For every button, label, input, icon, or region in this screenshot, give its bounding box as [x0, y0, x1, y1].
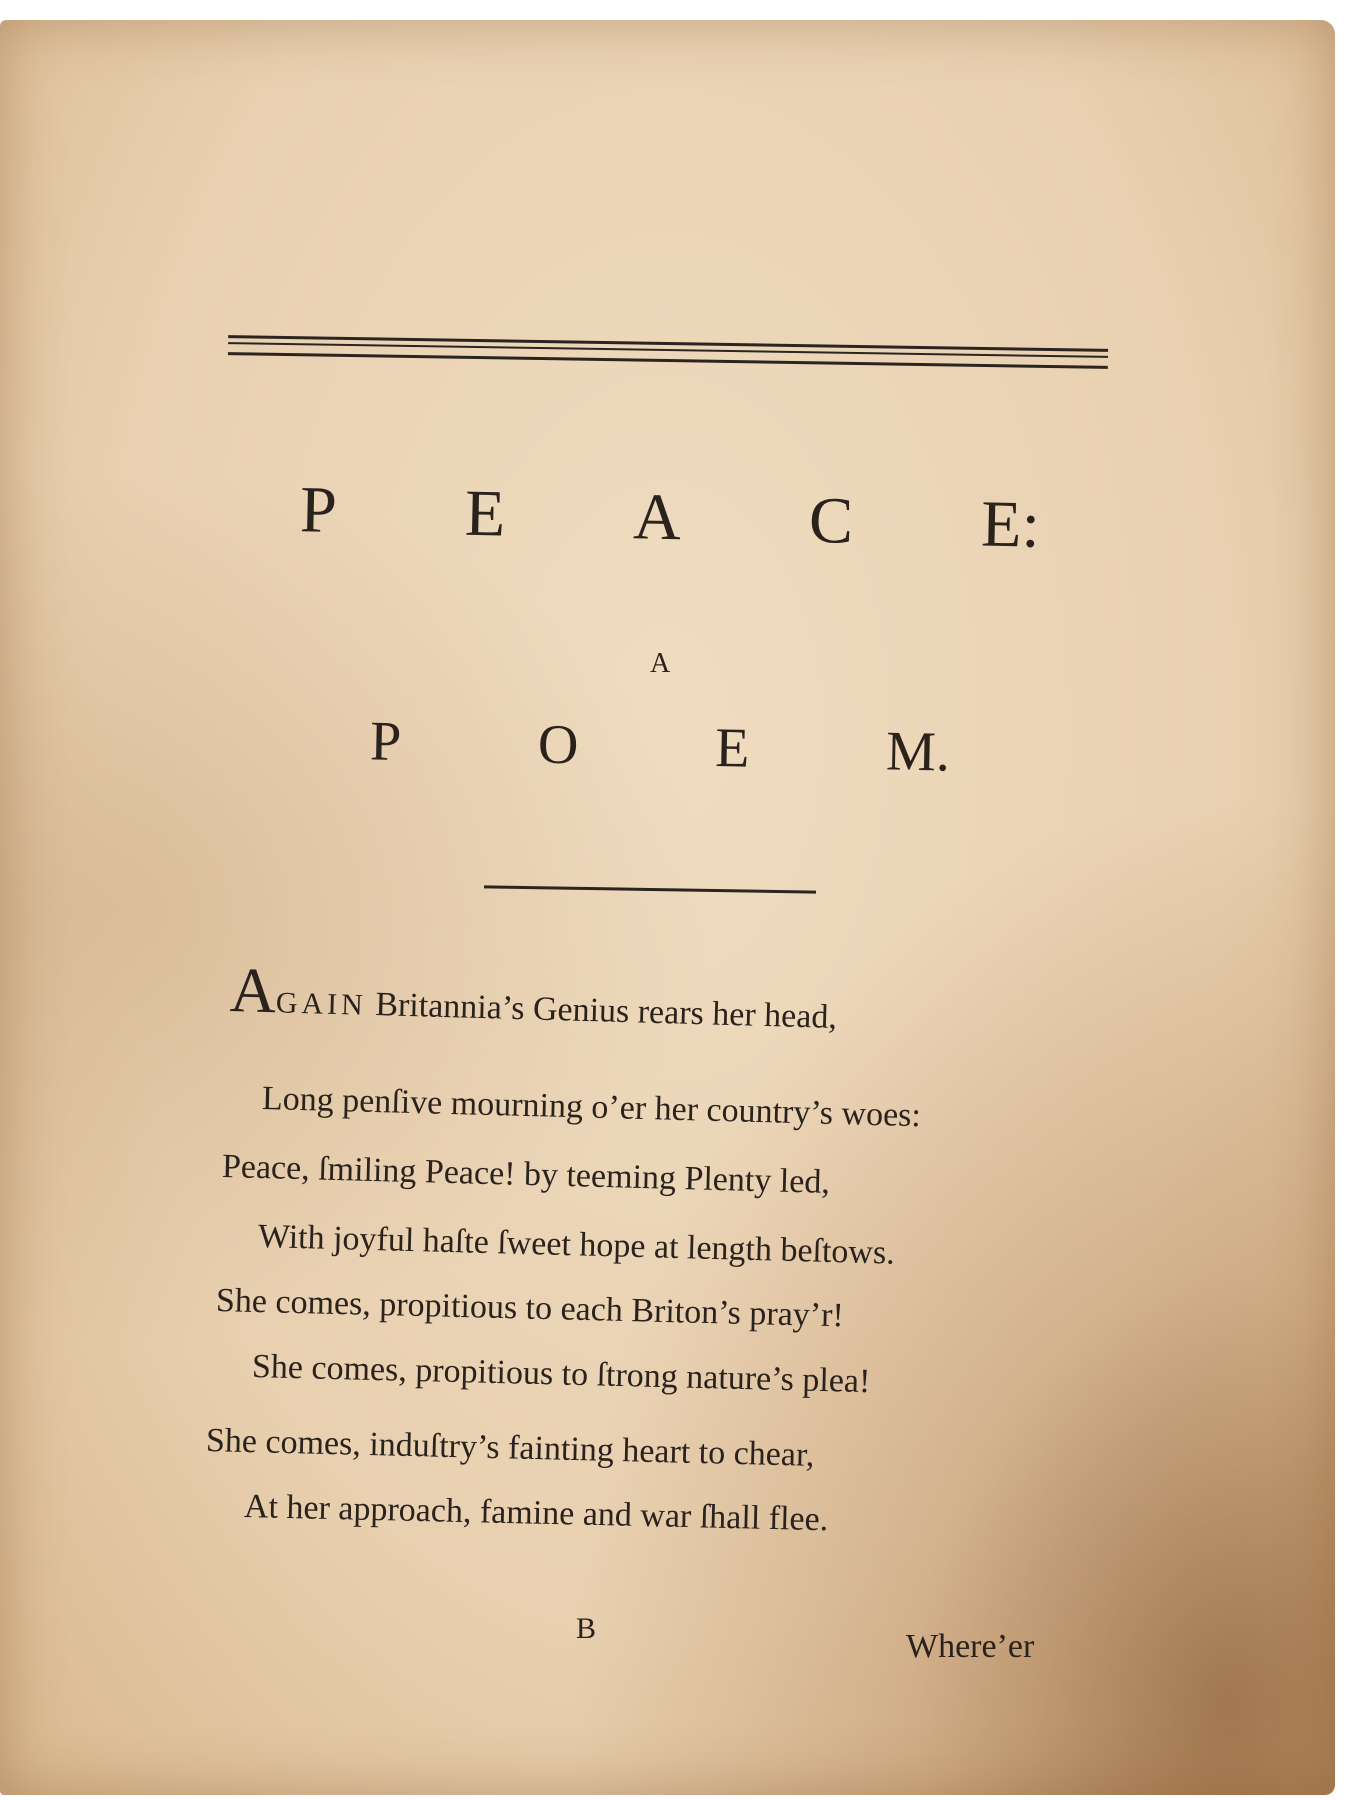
title-letter: E [464, 476, 506, 551]
page-title [299, 472, 1040, 563]
poem-letter: M. [885, 720, 951, 784]
title-letter: A [632, 480, 682, 555]
signature-mark: B [576, 1612, 597, 1645]
title-letter: C [808, 483, 854, 558]
subtitle-article: A [650, 648, 671, 679]
drop-cap: A [229, 954, 278, 1027]
verse-line-text: Britannia’s Genius rears her head, [366, 985, 838, 1036]
catchword: Where’er [906, 1628, 1035, 1665]
subtitle-poem [369, 709, 950, 784]
poem-letter: E [714, 717, 750, 780]
double-rule-divider [228, 335, 1108, 369]
verse-line-6: She comes, propitious to ſtrong nature’s plea! [251, 1348, 871, 1401]
poem-letter: P [369, 710, 402, 774]
verse-line-3: Peace, ſmiling Peace! by teeming Plenty led, [221, 1148, 831, 1201]
title-letter: E: [980, 487, 1041, 562]
verse-line-8: At her approach, famine and war ſhall flee. [243, 1488, 829, 1539]
verse-line-1 [229, 954, 838, 1039]
verse-line-4: With joyful haſte ſweet hope at length beſtows. [257, 1218, 896, 1272]
verse-line-2: Long penſive mourning o’er her country’s woes: [261, 1080, 922, 1135]
verse-line-7: She comes, induſtry’s fainting heart to chear, [205, 1422, 815, 1474]
title-letter: P [299, 473, 338, 548]
single-rule-divider [484, 885, 816, 893]
book-page [0, 20, 1335, 1795]
verse-line-5: She comes, propitious to each Briton’s pray’r! [215, 1282, 845, 1335]
small-caps-word: GAIN [275, 986, 368, 1022]
poem-letter: O [537, 713, 580, 777]
